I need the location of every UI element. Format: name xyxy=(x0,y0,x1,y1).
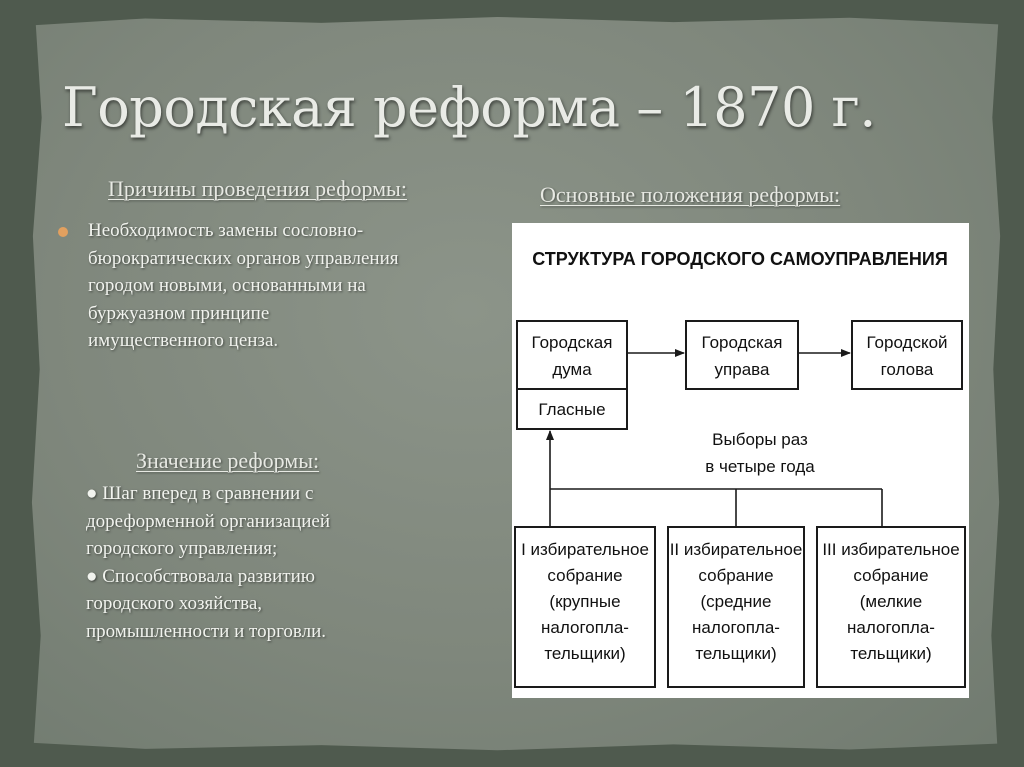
meaning-line: ● Способствовала развитию xyxy=(86,565,315,587)
assembly-3-label: III избирательное xyxy=(822,540,960,559)
uprava-label: управа xyxy=(714,360,770,379)
diagram-title: СТРУКТУРА ГОРОДСКОГО САМОУПРАВЛЕНИЯ xyxy=(532,249,948,269)
meaning-line: ● Шаг вперед в сравнении с xyxy=(86,483,314,504)
assembly-2-label: II избирательное xyxy=(669,540,803,559)
causes-line: буржуазном принципе xyxy=(88,302,270,324)
assembly-1-label: налогопла- xyxy=(541,618,629,637)
assembly-1-label: собрание xyxy=(547,566,623,585)
assembly-1-label: I избирательное xyxy=(521,540,649,559)
causes-line: имущественного ценза. xyxy=(88,330,279,352)
causes-line: городом новыми, основанными на xyxy=(88,275,366,297)
golova-label: голова xyxy=(880,360,934,379)
assembly-2-label: (средние xyxy=(700,592,772,611)
duma-label: Городская xyxy=(531,333,613,352)
assembly-2-label: собрание xyxy=(698,566,774,585)
main-heading: Основные положения реформы: xyxy=(540,182,841,207)
causes-text xyxy=(88,217,498,355)
assembly-1-label: (крупные xyxy=(549,592,621,611)
elections-label: в четыре года xyxy=(705,457,815,476)
meaning-text xyxy=(86,480,446,645)
meaning-line: городского управления; xyxy=(86,538,278,560)
assembly-3-label: налогопла- xyxy=(847,618,935,637)
structure-diagram-svg xyxy=(512,223,969,698)
assembly-1-label: тельщики) xyxy=(544,644,626,663)
meaning-line: промышленности и торговли. xyxy=(86,620,327,642)
causes-line: бюрократических органов управления xyxy=(88,247,399,269)
slide-title: Городская реформа – 1870 г. xyxy=(62,76,876,139)
assembly-2-label: тельщики) xyxy=(695,644,777,663)
meaning-line: городского хозяйства, xyxy=(86,593,263,615)
meaning-line: дореформенной организацией xyxy=(86,510,331,532)
golova-label: Городской xyxy=(866,333,948,352)
uprava-label: Городская xyxy=(701,333,783,352)
meaning-heading: Значение реформы: xyxy=(136,448,320,473)
assembly-3-label: собрание xyxy=(853,566,929,585)
assembly-3-label: тельщики) xyxy=(850,644,932,663)
structure-diagram xyxy=(512,223,969,698)
causes-heading: Причины проведения реформы: xyxy=(108,176,407,201)
bullet-icon xyxy=(58,227,68,237)
assembly-3-label: (мелкие xyxy=(859,592,923,611)
assembly-2-label: налогопла- xyxy=(692,618,780,637)
glasnye-label: Гласные xyxy=(538,400,606,419)
causes-line: Необходимость замены сословно- xyxy=(88,220,364,241)
elections-label: Выборы раз xyxy=(712,430,808,449)
duma-label: дума xyxy=(552,360,592,379)
